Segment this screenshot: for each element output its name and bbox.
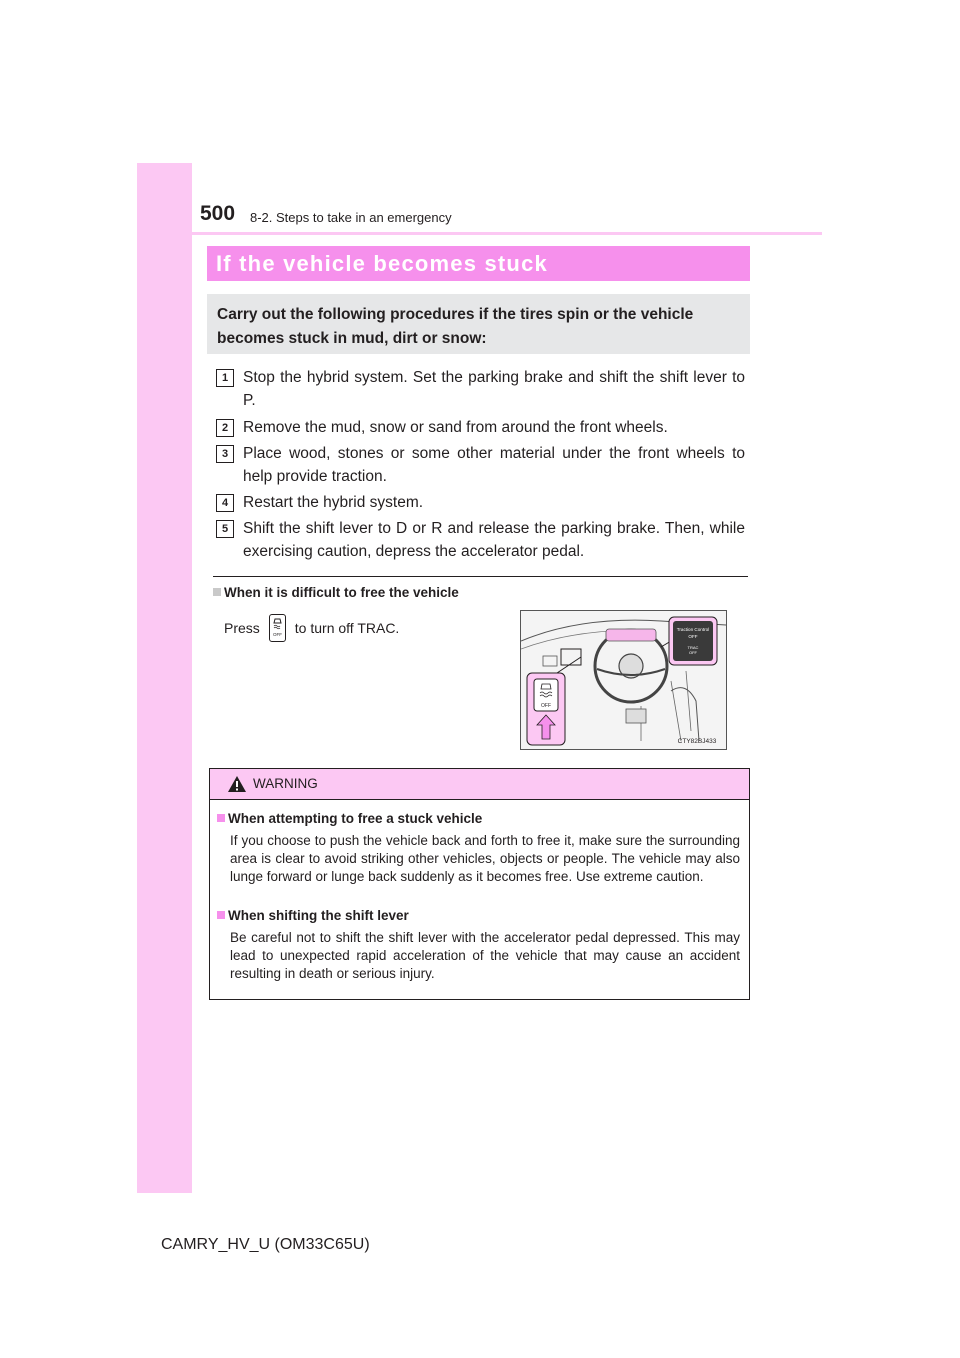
page-title: If the vehicle becomes stuck — [216, 251, 548, 276]
square-bullet-icon — [217, 814, 225, 822]
title-bar — [207, 246, 750, 281]
svg-text:OFF: OFF — [688, 634, 698, 639]
step-text: Restart the hybrid system. — [243, 494, 424, 511]
svg-text:OFF: OFF — [272, 632, 282, 637]
svg-text:OFF: OFF — [541, 703, 551, 709]
warning-label: WARNING — [253, 776, 318, 791]
square-bullet-icon — [213, 588, 221, 596]
svg-text:Traction Control: Traction Control — [676, 627, 710, 632]
warning-triangle-icon — [227, 775, 247, 793]
step-text: Remove the mud, snow or sand from around the front wheels. — [243, 419, 668, 436]
footer-model-code: CAMRY_HV_U (OM33C65U) — [161, 1236, 370, 1253]
warning-box — [209, 768, 750, 1000]
square-bullet-icon — [217, 911, 225, 919]
warning-header — [210, 769, 749, 800]
intro-box: Carry out the following procedures if the tires spin or the vehicle becomes stuck in mud, dirt or snow: — [207, 294, 750, 354]
subsection-heading: When it is difficult to free the vehicle — [213, 585, 459, 600]
svg-text:TRAC: TRAC — [687, 645, 699, 650]
sidebar-tab — [137, 163, 192, 1193]
step-number: 3 — [216, 445, 234, 463]
warning-item-text: If you choose to push the vehicle back and forth to free it, make sure the surrounding area is clear to avoid striking other vehicles, objects or people. The vehicle may also lunge forward or lunge back suddenly as it becomes free. Use extreme caution. — [230, 833, 740, 884]
step-text: Shift the shift lever to D or R and release the parking brake. Then, while exercising caution, depress the accelerator pedal. — [243, 520, 745, 560]
svg-text:OFF: OFF — [689, 650, 697, 655]
step-number: 5 — [216, 520, 234, 538]
page-number: 500 — [200, 202, 236, 225]
header-divider — [192, 232, 822, 235]
step-number: 2 — [216, 419, 234, 437]
section-divider — [213, 576, 748, 577]
press-instruction: Press OFF to turn off TRAC. — [224, 614, 399, 642]
warning-item-heading: When attempting to free a stuck vehicle — [217, 811, 482, 826]
step-text: Place wood, stones or some other material under the front wheels to help provide traction. — [243, 445, 745, 485]
section-title: 8-2. Steps to take in an emergency — [250, 210, 452, 225]
warning-item-text: Be careful not to shift the shift lever with the accelerator pedal depressed. This may lead to unexpected rapid acceleration of the vehicle that may cause an accident resulting in death or serious injury. — [230, 930, 740, 981]
warning-item-heading: When shifting the shift lever — [217, 908, 409, 923]
vsc-off-button-icon — [269, 614, 286, 642]
dashboard-illustration — [520, 610, 727, 750]
svg-text:CTY82BJ433: CTY82BJ433 — [677, 738, 717, 745]
step-number: 4 — [216, 494, 234, 512]
step-text: Stop the hybrid system. Set the parking brake and shift the shift lever to P. — [243, 369, 745, 409]
step-number: 1 — [216, 369, 234, 387]
